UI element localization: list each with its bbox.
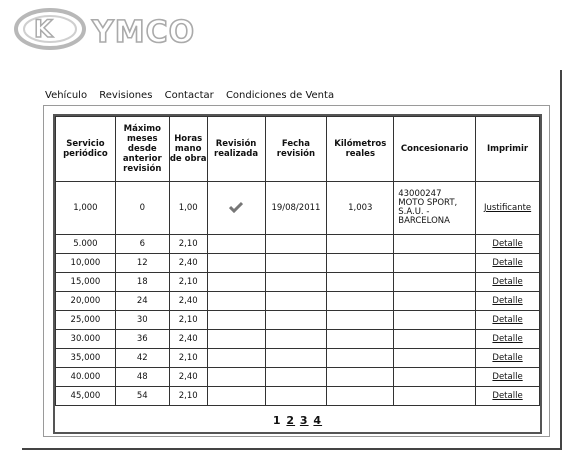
cell-concesionario [394, 182, 476, 235]
detalle-link[interactable]: Detalle [492, 334, 523, 344]
col-fecha: Fecha revisión [265, 117, 327, 182]
cell-realizada [207, 349, 265, 368]
cell-realizada [207, 311, 265, 330]
table-row [56, 292, 540, 311]
cell-km [327, 273, 394, 292]
detalle-link[interactable]: Detalle [492, 258, 523, 268]
cell-horas: 1,00 [169, 182, 207, 235]
cell-km [327, 368, 394, 387]
cell-km [327, 387, 394, 406]
col-servicio: Servicio periódico [56, 117, 116, 182]
detalle-link[interactable]: Detalle [492, 353, 523, 363]
cell-km [327, 254, 394, 273]
cell-servicio: 10,000 [56, 254, 116, 273]
cell-imprimir [476, 311, 540, 330]
concesionario-line: BARCELONA [398, 216, 450, 226]
col-horas: Horas mano de obra [169, 117, 207, 182]
cell-servicio: 20,000 [56, 292, 116, 311]
cell-imprimir [476, 330, 540, 349]
revisiones-table-container [53, 114, 542, 434]
cell-servicio: 1,000 [56, 182, 116, 235]
cell-concesionario [394, 292, 476, 311]
revisiones-table [55, 116, 540, 406]
cell-imprimir [476, 273, 540, 292]
cell-meses: 12 [115, 254, 169, 273]
cell-meses: 18 [115, 273, 169, 292]
cell-servicio: 40.000 [56, 368, 116, 387]
cell-servicio: 25,000 [56, 311, 116, 330]
cell-meses: 0 [115, 182, 169, 235]
concesionario-line: MOTO SPORT, [398, 198, 458, 208]
cell-fecha [265, 311, 327, 330]
detalle-link[interactable]: Detalle [492, 296, 523, 306]
cell-realizada [207, 182, 265, 235]
cell-concesionario [394, 330, 476, 349]
cell-servicio: 5.000 [56, 235, 116, 254]
cell-meses: 36 [115, 330, 169, 349]
cell-meses: 54 [115, 387, 169, 406]
cell-km [327, 330, 394, 349]
page-1[interactable]: 1 [272, 414, 282, 427]
cell-km [327, 235, 394, 254]
cell-meses: 48 [115, 368, 169, 387]
nav-vehiculo[interactable]: Vehículo [45, 90, 88, 101]
kymco-logo [14, 8, 244, 50]
nav-contactar[interactable]: Contactar [164, 90, 214, 101]
cell-imprimir [476, 368, 540, 387]
cell-realizada [207, 387, 265, 406]
page-3[interactable]: 3 [299, 414, 309, 427]
revisiones-panel [43, 105, 550, 437]
table-row [56, 254, 540, 273]
cell-km: 1,003 [327, 182, 394, 235]
cell-servicio: 15,000 [56, 273, 116, 292]
cell-concesionario [394, 387, 476, 406]
col-imprimir: Imprimir [476, 117, 540, 182]
col-concesionario: Concesionario [394, 117, 476, 182]
cell-horas: 2,40 [169, 330, 207, 349]
cell-horas: 2,10 [169, 387, 207, 406]
cell-fecha [265, 273, 327, 292]
cell-horas: 2,10 [169, 235, 207, 254]
table-row [56, 182, 540, 235]
col-realizada: Revisión realizada [207, 117, 265, 182]
cell-fecha [265, 368, 327, 387]
cell-horas: 2,40 [169, 292, 207, 311]
cell-horas: 2,10 [169, 311, 207, 330]
cell-realizada [207, 235, 265, 254]
detalle-link[interactable]: Detalle [492, 315, 523, 325]
table-row [56, 368, 540, 387]
concesionario-line: S.A.U. - [398, 207, 430, 217]
cell-imprimir [476, 235, 540, 254]
svg-text:K: K [34, 15, 53, 43]
cell-horas: 2,40 [169, 254, 207, 273]
table-row [56, 273, 540, 292]
cell-servicio: 45,000 [56, 387, 116, 406]
detalle-link[interactable]: Detalle [492, 372, 523, 382]
check-icon [229, 201, 243, 213]
cell-km [327, 349, 394, 368]
nav-condiciones-venta[interactable]: Condiciones de Venta [225, 90, 335, 101]
svg-text:YMCO: YMCO [92, 15, 196, 50]
col-meses: Máximo meses desde anterior revisión [115, 117, 169, 182]
table-row [56, 349, 540, 368]
cell-meses: 6 [115, 235, 169, 254]
cell-imprimir [476, 387, 540, 406]
cell-realizada [207, 292, 265, 311]
cell-meses: 42 [115, 349, 169, 368]
cell-horas: 2,10 [169, 273, 207, 292]
cell-concesionario [394, 273, 476, 292]
table-row [56, 330, 540, 349]
cell-km [327, 292, 394, 311]
page-2[interactable]: 2 [286, 414, 296, 427]
cell-imprimir [476, 182, 540, 235]
table-header-row [56, 117, 540, 182]
table-row [56, 387, 540, 406]
cell-fecha [265, 254, 327, 273]
cell-servicio: 30.000 [56, 330, 116, 349]
cell-fecha [265, 235, 327, 254]
cell-concesionario [394, 254, 476, 273]
cell-horas: 2,10 [169, 349, 207, 368]
cell-concesionario [394, 235, 476, 254]
table-row [56, 311, 540, 330]
nav-revisiones[interactable]: Revisiones [99, 90, 153, 101]
cell-realizada [207, 254, 265, 273]
cell-concesionario [394, 368, 476, 387]
cell-concesionario [394, 349, 476, 368]
cell-horas: 2,40 [169, 368, 207, 387]
page-4[interactable]: 4 [313, 414, 323, 427]
detalle-link[interactable]: Detalle [492, 277, 523, 287]
concesionario-line: 43000247 [398, 189, 442, 199]
cell-imprimir [476, 349, 540, 368]
cell-fecha [265, 292, 327, 311]
cell-concesionario [394, 311, 476, 330]
cell-fecha: 19/08/2011 [265, 182, 327, 235]
justificante-link[interactable]: Justificante [483, 203, 532, 213]
cell-fecha [265, 349, 327, 368]
cell-imprimir [476, 292, 540, 311]
cell-servicio: 35,000 [56, 349, 116, 368]
detalle-link[interactable]: Detalle [492, 391, 523, 401]
cell-imprimir [476, 254, 540, 273]
cell-meses: 24 [115, 292, 169, 311]
top-navigation [45, 90, 343, 101]
cell-realizada [207, 368, 265, 387]
col-km: Kilómetros reales [327, 117, 394, 182]
cell-km [327, 311, 394, 330]
cell-fecha [265, 330, 327, 349]
cell-realizada [207, 273, 265, 292]
table-row [56, 235, 540, 254]
pagination [55, 414, 540, 427]
cell-fecha [265, 387, 327, 406]
cell-realizada [207, 330, 265, 349]
detalle-link[interactable]: Detalle [492, 239, 523, 249]
cell-meses: 30 [115, 311, 169, 330]
